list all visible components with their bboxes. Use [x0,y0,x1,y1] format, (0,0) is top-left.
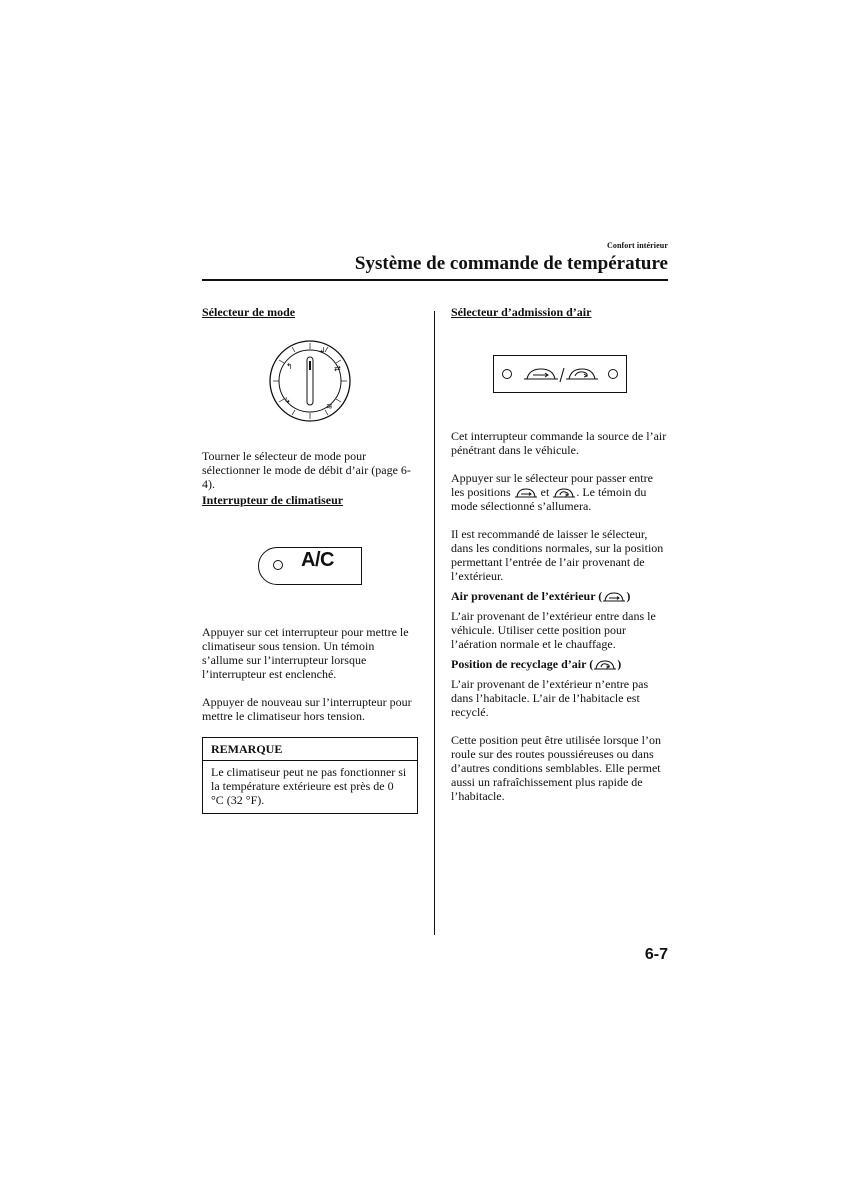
svg-text:↰: ↰ [286,362,293,371]
air-intake-heading: Sélecteur d’admission d’air [451,305,592,319]
recirculation-use-text: Cette position peut être utilisée lorsque l’on roule sur des routes poussiéreuses ou dans d’autres conditions semblables. Elle permet aussi un rafraîchissement plus rapide de l’habitacle. [451,733,661,803]
mode-selector-heading: Sélecteur de mode [202,305,296,319]
note-box [202,737,418,814]
recirculation-indicator [608,369,618,379]
ac-switch-figure [202,547,418,585]
note-text: Le climatiseur peut ne pas fonctionner si la température extérieure est près de 0 °C (32 °F). [211,765,407,807]
page-title: Système de commande de température [354,253,668,274]
intake-mode-icons [522,366,600,384]
air-intake-switch[interactable] [493,355,627,393]
ac-on-text: Appuyer sur cet interrupteur pour mettre le climatiseur sous tension. Un témoin s’allume sur l’interrupteur lorsque l’interrupteur est enclenché. [202,625,409,681]
recirculation-icon [593,659,617,671]
outside-air-heading-close: ) [626,589,631,603]
section-label: Confort intérieur [606,241,668,250]
mode-selector-figure [202,339,418,423]
ac-off-text: Appuyer de nouveau sur l’interrupteur pour mettre le climatiseur hors tension. [202,695,412,723]
outside-air-icon [514,487,538,499]
recirculation-text: L’air provenant de l’extérieur n’entre pas dans l’habitacle. L’air de l’habitacle est recyclé. [451,677,649,719]
mode-selector-text: Tourner le sélecteur de mode pour sélectionner le mode de débit d’air (page 6-4). [202,449,411,491]
outside-air-heading [451,589,669,603]
recommended-text: Il est recommandé de laisser le sélecteur, dans les conditions normales, sur la position permettant l’entrée de l’air provenant de l’extérieur. [451,527,664,583]
right-column [451,305,669,803]
ac-indicator-light [273,560,283,570]
recirculation-icon [552,487,576,499]
outside-air-heading-label: Air provenant de l’extérieur ( [451,589,603,603]
outside-air-indicator [502,369,512,379]
svg-text:⇄: ⇄ [334,364,341,373]
press-text-and: et [540,485,550,499]
air-intake-text: Cet interrupteur commande la source de l’air pénétrant dans le véhicule. [451,429,667,457]
recirculation-heading [451,657,669,671]
recirculation-heading-label: Position de recyclage d’air ( [451,657,594,671]
recirculation-heading-close: ) [617,657,622,671]
svg-text:↳: ↳ [284,396,291,405]
ac-button[interactable] [258,547,362,585]
left-column [202,305,418,814]
column-divider [434,311,435,935]
title-rule [202,279,668,281]
note-heading: REMARQUE [203,738,417,761]
air-intake-figure [493,355,669,393]
svg-text:≋: ≋ [326,402,333,411]
press-text-part-2: . Le témoin du mode sélectionné s’allumera. [451,485,647,513]
press-selector-text [451,471,669,513]
ac-switch-heading: Interrupteur de climatiseur [202,493,344,507]
mode-knob-icon [268,339,352,423]
page-number: 6-7 [644,946,668,963]
press-text-part-1: Appuyer sur le sélecteur pour passer entre les positions [451,471,653,499]
outside-air-icon [602,591,626,603]
svg-text:↲: ↲ [319,346,326,355]
ac-button-label: A/C [301,549,334,571]
outside-air-text: L’air provenant de l’extérieur entre dans le véhicule. Utiliser cette position pour l’aération normale et le chauffage. [451,609,656,651]
